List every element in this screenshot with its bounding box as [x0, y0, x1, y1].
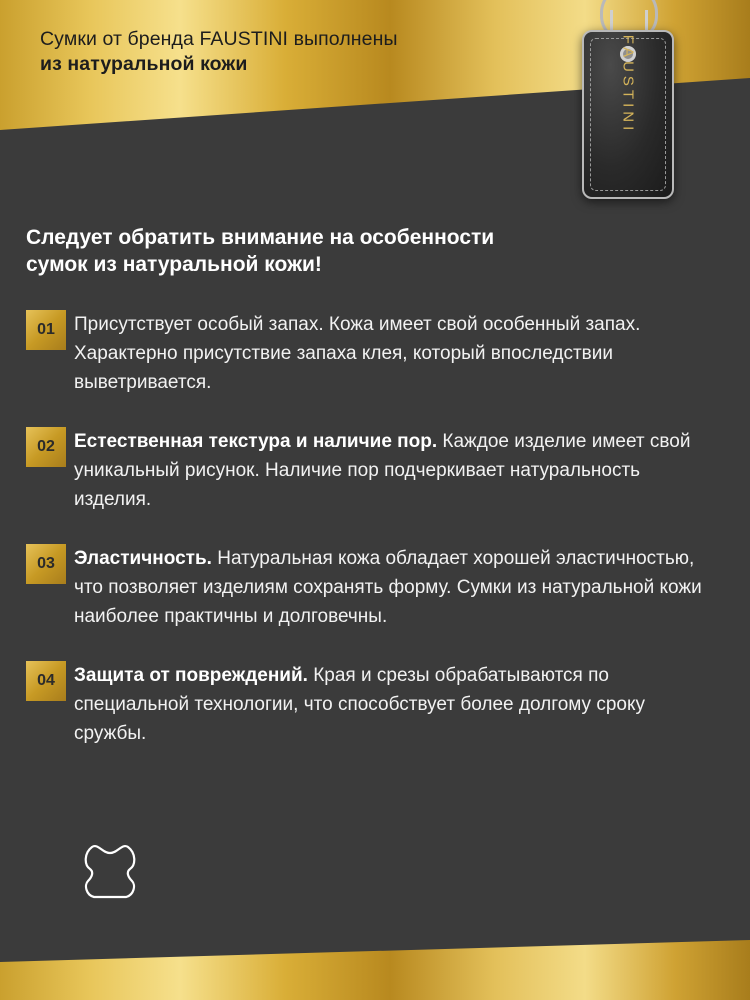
- list-item-lead: Эластичность.: [74, 548, 212, 569]
- list-item: [26, 544, 726, 631]
- list-item-text: [74, 661, 726, 748]
- list-item-number: 03: [26, 544, 66, 584]
- list-item-body: Натуральная кожа обладает хорошей эластичностью, что позволяет изделиям сохранять форму. Сумки из натуральной кожи наиболее практичны и долговечны.: [74, 548, 702, 627]
- list-item-number: 01: [26, 310, 66, 350]
- subtitle-line-2: сумок из натуральной кожи!: [26, 253, 322, 276]
- list-item-text: [74, 544, 726, 631]
- list-item: [26, 661, 726, 748]
- list-item-body: Каждое изделие имеет свой уникальный рисунок. Наличие пор подчеркивает натуральность изделия.: [74, 431, 691, 510]
- tag-body: [582, 30, 674, 199]
- feature-list: [26, 310, 726, 778]
- list-item-body: Присутствует особый запах. Кожа имеет свой особенный запах. Характерно присутствие запаха клея, который впоследствии выветривается.: [74, 314, 641, 393]
- list-item-body: Края и срезы обрабатываются по специальной технологии, что способствует более долгому сроку сружбы.: [74, 665, 645, 744]
- list-item-lead: Защита от повреждений.: [74, 665, 308, 686]
- list-item-lead: Естественная текстура и наличие пор.: [74, 431, 438, 452]
- hang-tag: [556, 0, 696, 214]
- headline-line-2: из натуральной кожи: [40, 53, 248, 75]
- list-item: [26, 427, 726, 514]
- subtitle-line-1: Следует обратить внимание на особенности: [26, 226, 495, 249]
- list-item-number: 04: [26, 661, 66, 701]
- list-item: [26, 310, 726, 397]
- list-item-text: [74, 427, 726, 514]
- section-subtitle: [26, 224, 686, 278]
- list-item-text: [74, 310, 726, 397]
- list-item-number: 02: [26, 427, 66, 467]
- leather-hide-icon: [82, 843, 138, 901]
- tag-brand-text: FAUSTINI: [619, 34, 637, 135]
- headline-line-1: Сумки от бренда FAUSTINI выполнены: [40, 28, 398, 50]
